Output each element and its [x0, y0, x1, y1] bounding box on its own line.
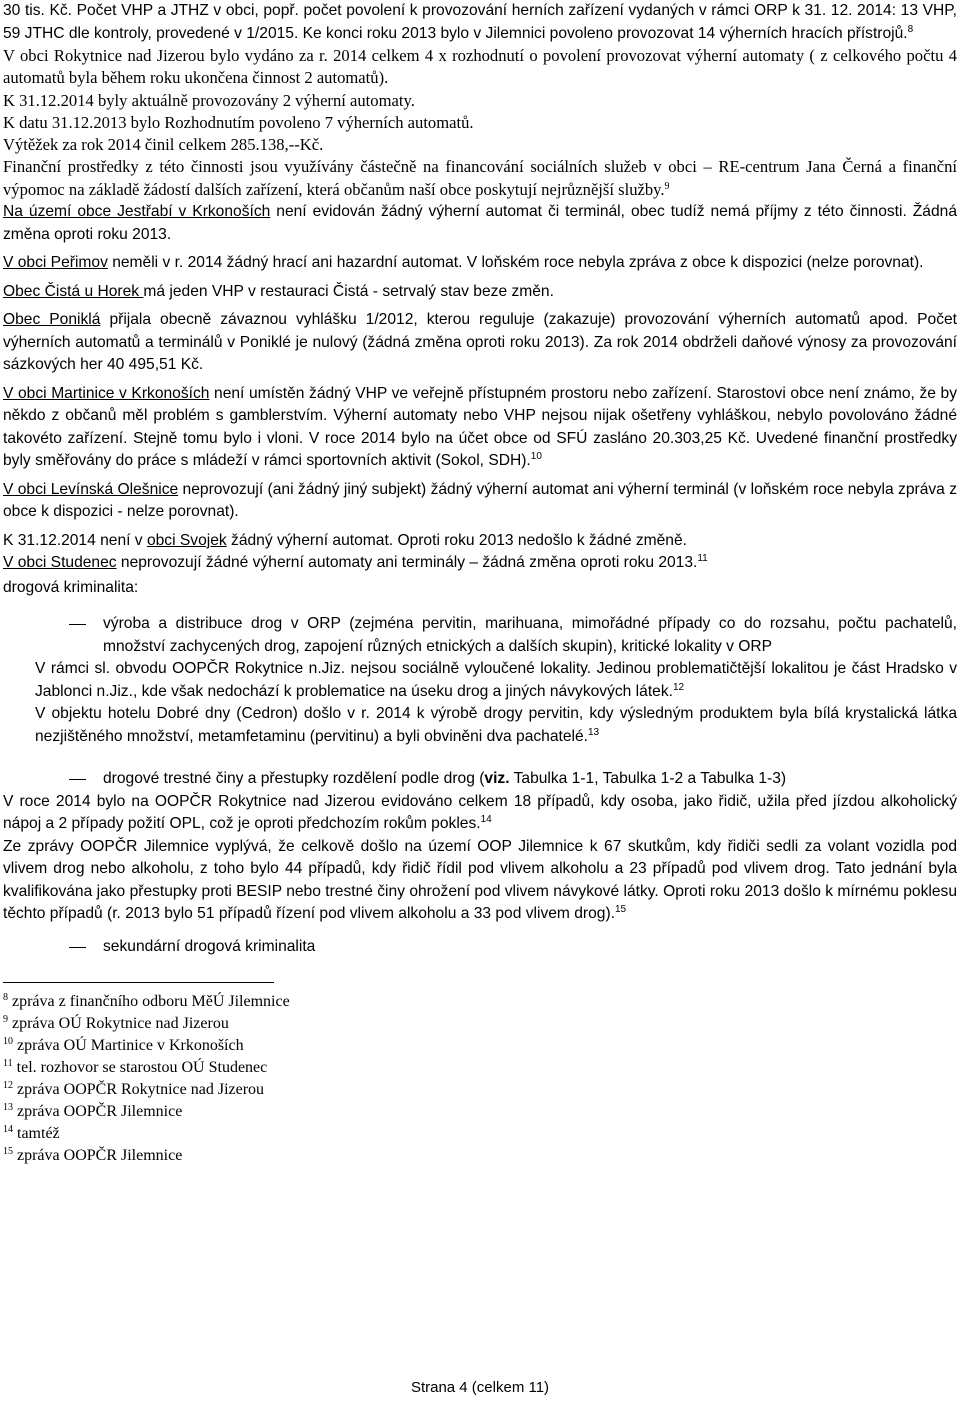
paragraph-martinice: V obci Martinice v Krkonoších není umístěn žádný VHP ve veřejně přístupném prostoru nebo zařízení. Starostovi obce není známo, že by někdo z občanů měl problém s gamblerstvím. Výherní automaty nebo VHP nejsou nijak ošetřeny vyhláškou, nebylo povolováno žádné takovéto zařízení. Stejně tomu bylo i vloni. V roce 2014 bylo na účet obce od SFÚ zasláno 20.303,25 Kč. Uvedené finanční prostředky byly směřovány do práce s mládeží v rámci sportovních aktivit (Sokol, SDH).$^{10}$ — [3, 384, 957, 470]
paragraph-rokytnice-localities: V rámci sl. obvodu OOPČR Rokytnice n.Jiz. nejsou sociálně vyloučené lokality. Jedinou problematičtější lokalitou je část Hradsko v Jablonci n.Jiz., kde však nedochází k problematice na úseku drog a jiných návykových látek.$^{12}$ — [35, 660, 957, 700]
footnote-15: $^{15}$ zpráva OOPČR Jilemnice — [3, 1146, 183, 1165]
footnote-divider — [3, 982, 274, 983]
paragraph-jestrabi: Na území obce Jestřabí v Krkonoších není evidován žádný výherní automat či terminál, obec tudíž nemá příjmy z této činnosti. Žádná změna oproti roku 2013. — [3, 203, 957, 243]
section-heading-drug-crime: drogová kriminalita: — [3, 578, 139, 596]
municipality-name: Na území obce Jestřabí v Krkonoších — [3, 203, 271, 221]
footnote-ref: 9 — [664, 180, 670, 192]
paragraph-rokytnice-2013: K datu 31.12.2013 bylo Rozhodnutím povoleno 7 výherních automatů. — [3, 112, 474, 132]
municipality-name: obci Svojek — [146, 531, 227, 549]
footnote-ref: 13 — [588, 726, 600, 738]
municipality-name: V obci Studenec — [3, 554, 117, 572]
paragraph-hotel-cedron: V objektu hotelu Dobré dny (Cedron) došlo v r. 2014 k výrobě drogy pervitin, kdy výsledným produktem byla bílá krystalická látka nezjištěného množství, metamfetaminu (pervitinu) a byli obviněni dva pachatelé.$^{13}$ — [35, 705, 957, 745]
paragraph-cista: Obec Čistá u Horek má jeden VHP v restauraci Čistá - setrvalý stav beze změn. — [3, 282, 554, 300]
paragraph-levinska: V obci Levínská Olešnice neprovozují (ani žádný jiný subjekt) žádný výherní automat ani výherní terminál (v loňském roce nebyla zpráva z obce k dispozici - nelze porovnat). — [3, 480, 958, 521]
footnote-ref: 12 — [672, 681, 685, 693]
dash-bullet — [69, 624, 86, 625]
list-item-secondary-crime: sekundární drogová kriminalita — [3, 936, 957, 959]
paragraph-rokytnice-drivers: V roce 2014 bylo na OOPČR Rokytnice nad Jizerou evidováno celkem 18 případů, kdy osoba, jako řidič, užila před jízdou alkoholický nápoj a 2 případy požití OPL, což je oproti předchozím rokům pokles.$^{14}$ — [3, 792, 957, 833]
list-item-drug-production: výroba a distribuce drog v ORP (zejména pervitin, marihuana, mimořádné případy co do rozsahu, počtu pachatelů, množství zachycených drog, zapojení různých etnických a dalších skupin), kritické lokality v ORP — [3, 613, 957, 658]
municipality-name: Obec Čistá u Horek — [3, 282, 144, 300]
dash-bullet — [69, 947, 86, 948]
footnotes-section — [3, 982, 957, 1167]
paragraph-rokytnice: V obci Rokytnice nad Jizerou bylo vydáno za r. 2014 celkem 4 x rozhodnutí o povolení provozovat výherní automaty ( z celkového počtu 4 automatů byla během roku ukončena činnost 2 automatů). — [3, 46, 957, 88]
footnote-ref: 15 — [615, 904, 627, 916]
footnote-8: $^8$ zpráva z finančního odboru MěÚ Jilemnice — [3, 992, 290, 1011]
list-item-drug-offences: drogové trestné činy a přestupky rozdělení podle drog (viz. Tabulka 1-1, Tabulka 1-2 a Tabulka 1-3) — [3, 768, 957, 791]
municipalities-block — [3, 201, 957, 958]
paragraph-rokytnice-yield: Výtěžek za rok 2014 činil celkem 285.138,--Kč. — [3, 135, 324, 155]
paragraph-studenec: V obci Studenec neprovozují žádné výherní automaty ani terminály – žádná změna oproti roku 2013.11 — [3, 553, 708, 572]
footnote-11: $^{11}$ tel. rozhovor se starostou OÚ Studenec — [3, 1058, 268, 1077]
footnote-10: $^{10}$ zpráva OÚ Martinice v Krkonoších — [3, 1036, 244, 1055]
footnote-ref: 8 — [907, 23, 914, 35]
paragraph-perimov: V obci Peřimov neměli v r. 2014 žádný hrací ani hazardní automat. V loňském roce nebyla zpráva z obce k dispozici (nelze porovnat). — [3, 254, 924, 272]
paragraph-vhp-count: 30 tis. Kč. Počet VHP a JTHZ v obci, popř. počet povolení k provozování herních zařízení vydaných v rámci ORP k 31. 12. 2014: 13 VHP, 59 JTHC dle kontroly, provedené v 1/2015. Ke konci roku 2013 bylo v Jilemnici povoleno provozovat 14 výherních hracích přístrojů.$^8$ — [3, 2, 957, 42]
rokytnice-block — [3, 45, 957, 201]
page-number-footer: Strana 4 (celkem 11) — [410, 1379, 550, 1396]
footnote-ref: 10 — [530, 451, 542, 463]
paragraph-rokytnice-funds: Finanční prostředky z této činnosti jsou využívány částečně na financování sociálních služeb v obci – RE-centrum Jana Černá a finanční výpomoc na základě žádostí dalších zařízení, která občanům naší obce poskytují nejrůznější služby.$^9$ — [3, 157, 957, 199]
footnote-ref: 11 — [697, 553, 708, 565]
footnote-12: $^{12}$ zpráva OOPČR Rokytnice nad Jizerou — [3, 1080, 265, 1099]
footnote-13: $^{13}$ zpráva OOPČR Jilemnice — [3, 1102, 183, 1121]
paragraph-jilemnice-drivers: Ze zprávy OOPČR Jilemnice vyplývá, že celkově došlo na území OOP Jilemnice k 67 skutkům, kdy řidiči sedli za volant vozidla pod vlivem drog nebo alkoholu, z toho bylo 44 případů, kdy řidič řídil pod vlivem alkoholu a 23 případů pod vlivem drog. Tato jednání byla kvalifikována jako přestupky proti BESIP nebo trestné činy ohrožení pod vlivem návykové látky. Oproti roku 2013 došlo k mírnému poklesu těchto případů (r. 2013 bylo 51 případů řízení pod vlivem alkoholu a 33 pod vlivem drog).$^{15}$ — [3, 837, 957, 923]
municipality-name: Obec Poniklá — [3, 311, 101, 329]
paragraph-ponikla: Obec Poniklá přijala obecně závaznou vyhlášku 1/2012, kterou reguluje (zakazuje) provozování výherních automatů apod. Počet výherních automatů a terminálů v Poniklé je nulový (žádná změna oproti roku 2013). Za rok 2014 obdrželi daňové výnosy za provozování sázkových her 40 495,51 Kč. — [3, 311, 958, 374]
municipality-name: V obci Peřimov — [3, 254, 108, 272]
dash-bullet — [69, 779, 86, 780]
paragraph-rokytnice-current: K 31.12.2014 byly aktuálně provozovány 2 výherní automaty. — [3, 90, 415, 110]
municipality-name: V obci Levínská Olešnice — [3, 480, 179, 498]
footnote-ref: 14 — [480, 814, 492, 826]
paragraph-svojek: K 31.12.2014 není v obci Svojek žádný výherní automat. Oproti roku 2013 nedošlo k žádné změně. — [3, 531, 687, 549]
footnote-14: $^{14}$ tamtéž — [3, 1124, 60, 1143]
footnote-9: $^9$ zpráva OÚ Rokytnice nad Jizerou — [3, 1014, 229, 1033]
municipality-name: V obci Martinice v Krkonoších — [3, 384, 210, 402]
